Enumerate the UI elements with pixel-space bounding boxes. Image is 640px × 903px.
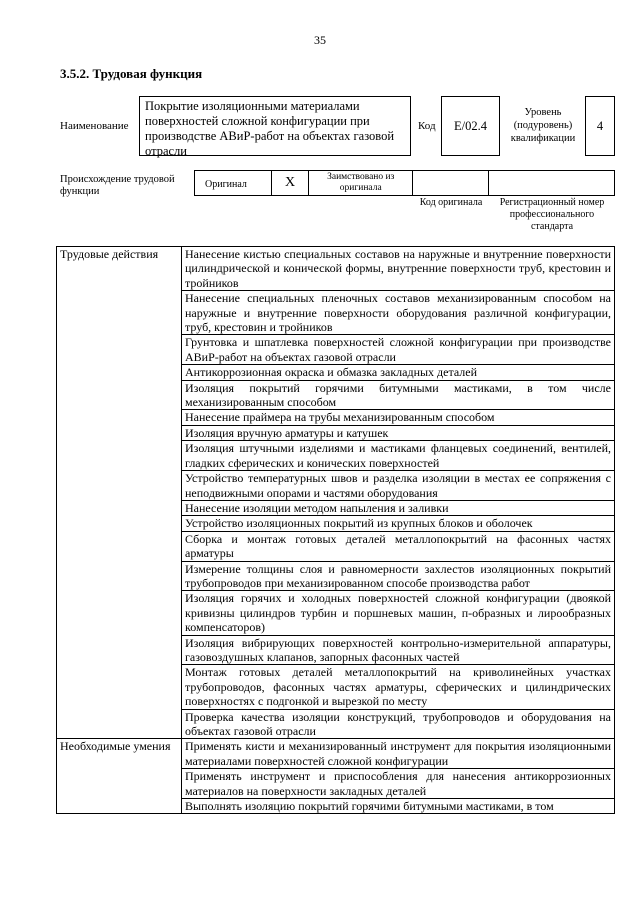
item-cell: Измерение толщины слоя и равномерности захлестов изоляционных покрытий трубопроводов при механизированном способе производства работ — [182, 561, 615, 591]
name-value: Покрытие изоляционными материалами поверхностей сложной конфигурации при производстве АВиР-работ на объектах газовой отрасли — [139, 96, 411, 156]
table-row — [57, 247, 615, 291]
level-value: 4 — [585, 96, 615, 156]
item-cell: Нанесение кистью специальных составов на наружные и внутренние поверхности цилиндрической и конической формы, внутренние поверхности труб, крестовин и тройников — [182, 247, 615, 291]
original-cell — [195, 171, 272, 195]
code-label: Код — [418, 120, 436, 132]
function-table — [56, 246, 615, 814]
item-cell: Устройство изоляционных покрытий из крупных блоков и оболочек — [182, 516, 615, 531]
original-label: Оригинал — [205, 179, 247, 190]
code-original-cell — [413, 171, 489, 195]
code-value: E/02.4 — [441, 96, 500, 156]
borrowed-cell — [309, 171, 413, 195]
category-cell: Необходимые умения — [57, 739, 182, 814]
name-label: Наименование — [60, 120, 129, 132]
origin-label: Происхождение трудовой функции — [60, 174, 175, 197]
level-label: Уровень (подуровень) квалификации — [510, 107, 576, 144]
item-cell: Изоляция штучными изделиями и мастиками фланцевых соединений, вентилей, гладких сферических и конических поверхностей — [182, 441, 615, 471]
page-number: 35 — [314, 33, 326, 47]
code-original-caption: Код оригинала — [419, 197, 483, 208]
original-mark: X — [284, 175, 296, 190]
item-cell: Изоляция вибрирующих поверхностей контрольно-измерительной аппаратуры, газовоздушных клапанов, запорных фасонных частей — [182, 635, 615, 665]
item-cell: Сборка и монтаж готовых деталей металлопокрытий на фасонных частях арматуры — [182, 531, 615, 561]
reg-number-caption: Регистрационный номер профессионального стандарта — [499, 197, 605, 232]
origin-cells — [194, 170, 615, 196]
origin-block — [60, 170, 615, 230]
item-cell: Проверка качества изоляции конструкций, трубопроводов и оборудования на объектах газовой отрасли — [182, 709, 615, 739]
table-row — [57, 739, 615, 769]
item-cell: Устройство температурных швов и разделка изоляции в местах ее сопряжения с неподвижными опорами и частями оборудования — [182, 471, 615, 501]
category-cell: Трудовые действия — [57, 247, 182, 739]
borrowed-label: Заимствовано из оригинала — [327, 172, 395, 193]
item-cell: Применять кисти и механизированный инструмент для покрытия изоляционными материалами поверхностей сложной конфигурации — [182, 739, 615, 769]
section-title: 3.5.2. Трудовая функция — [60, 66, 203, 81]
item-cell: Изоляция горячих и холодных поверхностей сложной конфигурации (двоякой кривизны цилиндров турбин и поршневых машин, п-образных и лирообразных компенсаторов) — [182, 591, 615, 635]
item-cell: Монтаж готовых деталей металлопокрытий на криволинейных участках трубопроводов, фасонных частях арматуры, сферических и цилиндрических поверхностях с подгонкой и вырезкой по месту — [182, 665, 615, 709]
item-cell: Нанесение праймера на трубы механизированным способом — [182, 410, 615, 425]
function-header — [60, 96, 615, 156]
item-cell: Грунтовка и шпатлевка поверхностей сложной конфигурации при производстве АВиР-работ на объектах газовой отрасли — [182, 335, 615, 365]
item-cell: Изоляция покрытий горячими битумными мастиками, в том числе механизированным способом — [182, 380, 615, 410]
item-cell: Антикоррозионная окраска и обмазка закладных деталей — [182, 365, 615, 380]
reg-number-cell — [489, 171, 614, 195]
item-cell: Применять инструмент и приспособления для нанесения антикоррозионных материалов на поверхности закладных деталей — [182, 769, 615, 799]
original-mark-cell — [272, 171, 310, 195]
item-cell: Выполнять изоляцию покрытий горячими битумными мастиками, в том — [182, 799, 615, 814]
item-cell: Изоляция вручную арматуры и катушек — [182, 425, 615, 440]
item-cell: Нанесение изоляции методом напыления и заливки — [182, 500, 615, 515]
item-cell: Нанесение специальных пленочных составов механизированным способом на наружные и внутренние поверхности оборудования различной конфигурации, труб, крестовин и тройников — [182, 291, 615, 335]
